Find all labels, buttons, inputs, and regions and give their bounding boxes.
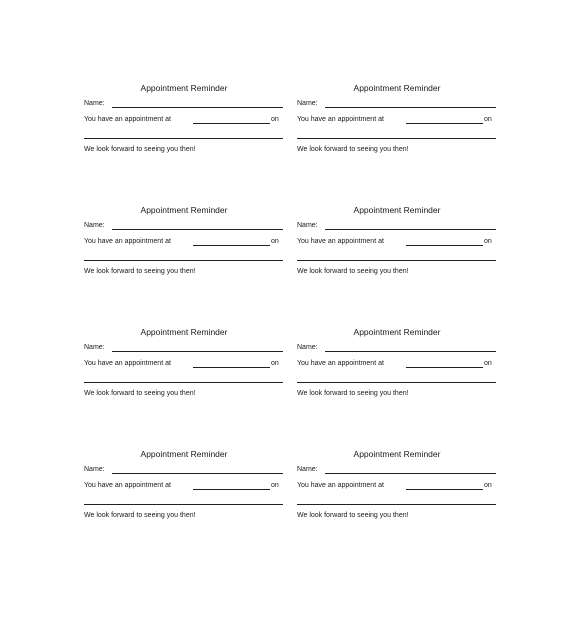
- on-text: on: [271, 360, 279, 367]
- on-text: on: [271, 238, 279, 245]
- name-label: Name:: [297, 100, 318, 107]
- closing-text: We look forward to seeing you then!: [297, 268, 409, 275]
- date-line: [297, 260, 496, 261]
- name-label: Name:: [84, 222, 105, 229]
- name-line: [325, 473, 496, 474]
- appointment-text: You have an appointment at: [84, 238, 171, 245]
- reminder-card: [297, 327, 497, 407]
- appointment-text: You have an appointment at: [84, 482, 171, 489]
- reminder-card: [84, 327, 284, 407]
- name-label: Name:: [84, 466, 105, 473]
- card-title: Appointment Reminder: [140, 449, 228, 459]
- card-title: Appointment Reminder: [353, 327, 441, 337]
- time-line: [193, 123, 270, 124]
- date-line: [297, 138, 496, 139]
- time-line: [406, 489, 483, 490]
- closing-text: We look forward to seeing you then!: [297, 512, 409, 519]
- time-line: [193, 489, 270, 490]
- name-line: [112, 229, 283, 230]
- appointment-text: You have an appointment at: [84, 116, 171, 123]
- date-line: [84, 504, 283, 505]
- card-title: Appointment Reminder: [140, 327, 228, 337]
- time-line: [193, 367, 270, 368]
- time-line: [406, 123, 483, 124]
- name-label: Name:: [84, 100, 105, 107]
- card-title: Appointment Reminder: [353, 83, 441, 93]
- reminder-card: [84, 83, 284, 163]
- on-text: on: [271, 116, 279, 123]
- name-line: [112, 473, 283, 474]
- name-line: [112, 351, 283, 352]
- card-title: Appointment Reminder: [140, 205, 228, 215]
- name-line: [325, 351, 496, 352]
- on-text: on: [484, 238, 492, 245]
- on-text: on: [484, 360, 492, 367]
- time-line: [406, 245, 483, 246]
- appointment-text: You have an appointment at: [297, 116, 384, 123]
- reminder-card: [84, 205, 284, 285]
- reminder-card: [297, 449, 497, 529]
- appointment-text: You have an appointment at: [297, 360, 384, 367]
- on-text: on: [271, 482, 279, 489]
- date-line: [84, 260, 283, 261]
- closing-text: We look forward to seeing you then!: [84, 146, 196, 153]
- appointment-text: You have an appointment at: [297, 482, 384, 489]
- date-line: [84, 382, 283, 383]
- name-line: [325, 107, 496, 108]
- name-label: Name:: [297, 222, 318, 229]
- name-label: Name:: [84, 344, 105, 351]
- name-label: Name:: [297, 344, 318, 351]
- card-title: Appointment Reminder: [353, 205, 441, 215]
- closing-text: We look forward to seeing you then!: [297, 146, 409, 153]
- date-line: [297, 382, 496, 383]
- date-line: [297, 504, 496, 505]
- reminder-card: [84, 449, 284, 529]
- time-line: [406, 367, 483, 368]
- appointment-text: You have an appointment at: [84, 360, 171, 367]
- name-line: [325, 229, 496, 230]
- reminder-card: [297, 205, 497, 285]
- closing-text: We look forward to seeing you then!: [84, 512, 196, 519]
- on-text: on: [484, 482, 492, 489]
- time-line: [193, 245, 270, 246]
- card-title: Appointment Reminder: [140, 83, 228, 93]
- on-text: on: [484, 116, 492, 123]
- appointment-text: You have an appointment at: [297, 238, 384, 245]
- closing-text: We look forward to seeing you then!: [297, 390, 409, 397]
- name-line: [112, 107, 283, 108]
- date-line: [84, 138, 283, 139]
- reminder-card: [297, 83, 497, 163]
- name-label: Name:: [297, 466, 318, 473]
- card-title: Appointment Reminder: [353, 449, 441, 459]
- closing-text: We look forward to seeing you then!: [84, 390, 196, 397]
- closing-text: We look forward to seeing you then!: [84, 268, 196, 275]
